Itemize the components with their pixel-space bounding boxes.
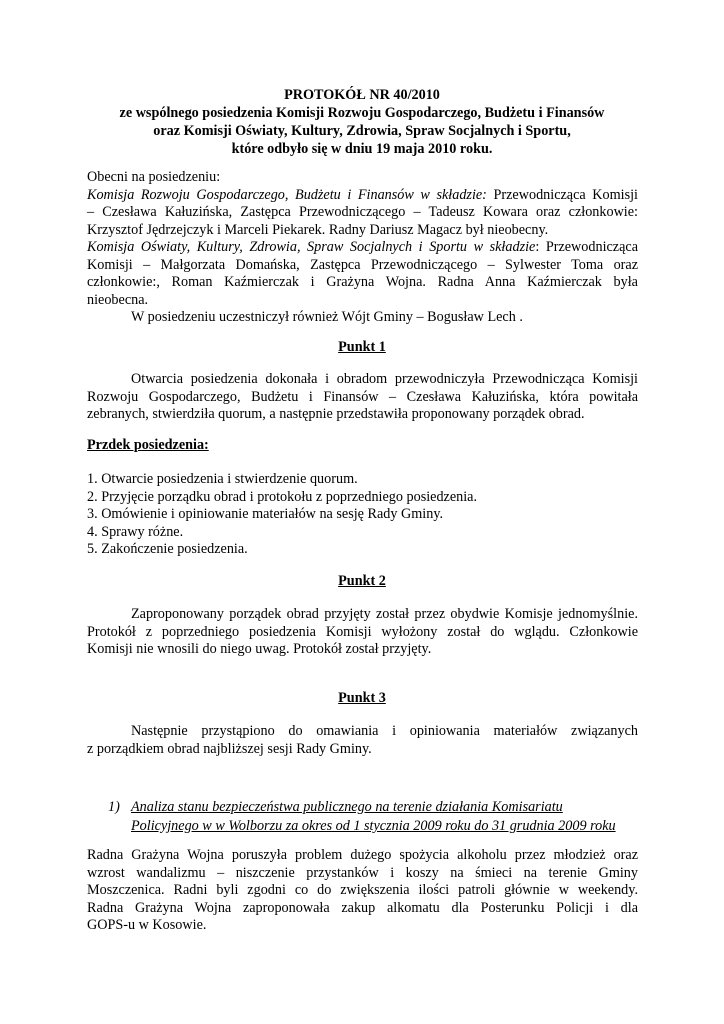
agenda-item-1: 1. Otwarcie posiedzenia i stwierdzenie quorum.: [87, 471, 358, 487]
punkt-1-heading: Punkt 1: [338, 339, 386, 355]
item-1-title-line-1: Analiza stanu bezpieczeństwa publicznego na terenie działania Komisariatu: [131, 799, 563, 815]
item-1-line-2: wzrost wandalizmu – niszczenie przystanków i koszy na śmieci na terenie Gminy: [87, 864, 638, 881]
commission1-chair-label: Przewodnicząca Komisji: [486, 186, 638, 203]
punkt-1-line-3: zebranych, stwierdziła quorum, a następnie przedstawiła proponowany porządek obrad.: [87, 406, 585, 422]
attendance-section: [87, 169, 638, 327]
agenda-item-2: 2. Przyjęcie porządku obrad i protokołu z poprzedniego posiedzenia.: [87, 488, 478, 505]
commission1-line-3: Krzysztof Jędrzejczyk i Marceli Piekarek. Radny Dariusz Magacz był nieobecny.: [87, 221, 549, 238]
commission2-line-4: nieobecna.: [87, 291, 149, 308]
punkt-2-line-1: Zaproponowany porządek obrad przyjęty został przez obydwie Komisje jednomyślnie.: [131, 606, 638, 622]
agenda-heading: Przdek posiedzenia:: [87, 437, 209, 453]
punkt-3-line-2: z porządkiem obrad najbliższej sesji Rady Gminy.: [87, 740, 372, 757]
punkt-3-line-1: Następnie przystąpiono do omawiania i opiniowania materiałów związanych: [131, 723, 638, 739]
attendance-intro: Obecni na posiedzeniu:: [87, 169, 221, 185]
punkt-1-line-1: Otwarcia posiedzenia dokonała i obradom przewodniczyła Przewodnicząca Komisji: [131, 371, 638, 387]
commission2-name: Komisja Oświaty, Kultury, Zdrowia, Spraw Socjalnych i Sportu w składzie: [87, 239, 536, 255]
item-1-paragraph: [87, 847, 638, 935]
punkt-2-paragraph: [87, 606, 638, 659]
item-1-line-1: Radna Grażyna Wojna poruszyła problem dużego spożycia alkoholu przez młodzież oraz: [87, 847, 638, 863]
agenda-item-4: 4. Sprawy różne.: [87, 523, 184, 540]
commission1-line-2: – Czesława Kałuzińska, Zastępca Przewodniczącego – Tadeusz Kowara oraz członkowie:: [87, 204, 638, 220]
punkt-2-heading: Punkt 2: [338, 573, 386, 589]
punkt-2-line-2: Protokół z poprzedniego posiedzenia Komisji wyłożony został do wglądu. Członkowie: [87, 623, 638, 640]
item-1-title: [131, 798, 616, 836]
commission2-line-1: [87, 239, 638, 257]
wojt-attendance: W posiedzeniu uczestniczył również Wójt Gminy – Bogusław Lech .: [131, 309, 523, 325]
protocol-title: PROTOKÓŁ NR 40/2010: [284, 87, 440, 103]
header-line-3: oraz Komisji Oświaty, Kultury, Zdrowia, Spraw Socjalnych i Sportu,: [153, 123, 571, 139]
punkt-1-paragraph: [87, 371, 638, 424]
item-1-line-5: GOPS-u w Kosowie.: [87, 917, 207, 933]
item-1-title-line-2: Policyjnego w w Wolborzu za okres od 1 stycznia 2009 roku do 31 grudnia 2009 roku: [131, 818, 616, 834]
header-line-4: które odbyło się w dniu 19 maja 2010 roku.: [231, 141, 493, 157]
punkt-3-heading: Punkt 3: [338, 690, 386, 706]
commission2-line-2: Komisji – Małgorzata Domańska, Zastępca Przewodniczącego – Sylwester Toma oraz: [87, 256, 638, 273]
item-1-line-4: Radna Grażyna Wojna zaproponowała zakup alkomatu dla Posterunku Policji i dla: [87, 899, 638, 916]
agenda-item-3: 3. Omówienie i opiniowanie materiałów na sesję Rady Gminy.: [87, 506, 444, 522]
commission1-name: Komisja Rozwoju Gospodarczego, Budżetu i Finansów w składzie:: [87, 186, 487, 203]
punkt-2-line-3: Komisji nie wnosili do niego uwag. Protokół został przyjęty.: [87, 641, 432, 657]
commission2-line-3: członkowie:, Roman Kaźmierczak i Grażyna Wojna. Radna Anna Kaźmierczak była: [87, 274, 638, 290]
commission2-chair-label: : Przewodnicząca: [535, 239, 638, 255]
agenda-item-5: 5. Zakończenie posiedzenia.: [87, 541, 248, 557]
commission1-line-1: [87, 187, 638, 205]
item-1-line-3: Moszczenica. Radni byli zgodni co do zwiększenia ilości patroli głównie w weekendy.: [87, 882, 638, 898]
punkt-1-line-2: Rozwoju Gospodarczego, Budżetu i Finansów – Czesława Kałuzińska, która powitała: [87, 388, 638, 405]
item-1-number: 1): [108, 799, 120, 815]
punkt-3-paragraph: [87, 723, 638, 758]
agenda-list: [87, 471, 477, 559]
header-line-2: ze wspólnego posiedzenia Komisji Rozwoju Gospodarczego, Budżetu i Finansów: [119, 105, 605, 121]
